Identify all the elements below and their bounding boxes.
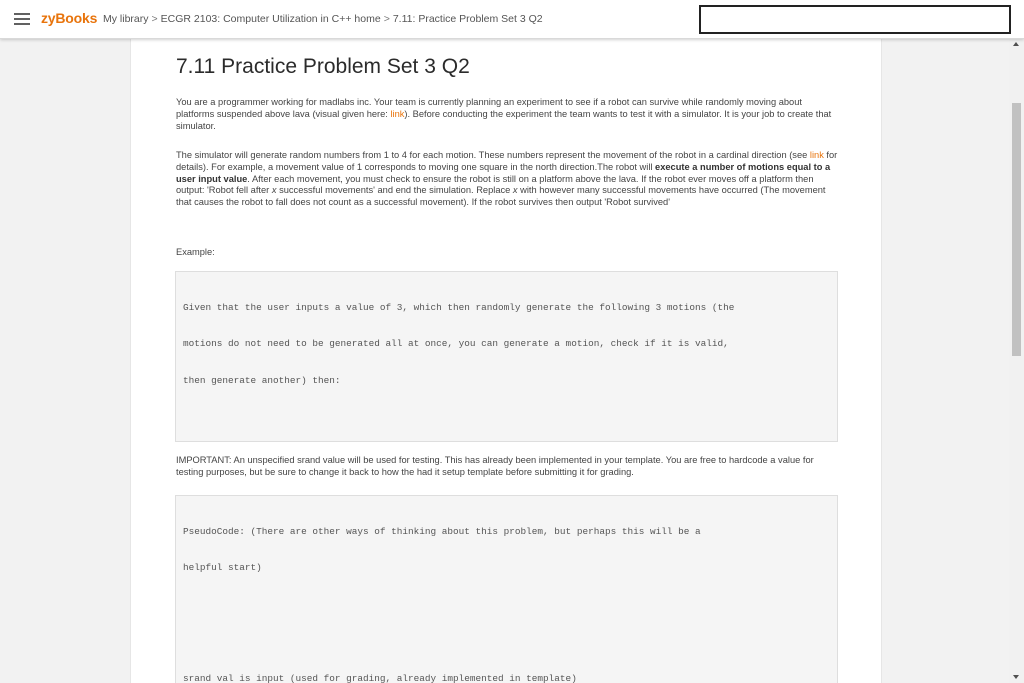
- vertical-scrollbar[interactable]: [1009, 39, 1024, 683]
- sim-text-4: successful movements' and end the simulation. Replace: [276, 185, 513, 196]
- details-link[interactable]: link: [809, 150, 824, 160]
- code-line: then generate another) then:: [183, 375, 341, 387]
- example-code-block: [175, 271, 838, 442]
- sim-text-3: . After each movement, you must check to ensure the robot is still on a platform above the lava. If the robot ever moves off a platform then output: 'Robot fell after: [176, 173, 814, 196]
- sim-text-2: for details). For example, a movement value of 1 corresponds to moving one square in the north direction.The robot will: [176, 150, 838, 172]
- intro-paragraph: [176, 97, 838, 132]
- page-title: 7.11 Practice Problem Set 3 Q2: [176, 55, 470, 78]
- visual-link[interactable]: link: [390, 108, 405, 119]
- sim-text-1: The simulator will generate random numbers from 1 to 4 for each motion. These numbers represent the movement of the robot in a cardinal direction (see: [176, 150, 810, 160]
- breadcrumb-separator: >: [383, 13, 390, 25]
- scrollbar-thumb[interactable]: [1012, 103, 1021, 356]
- scroll-down-arrow-icon[interactable]: [1013, 675, 1019, 679]
- simulator-paragraph: [176, 150, 838, 209]
- breadcrumb-course[interactable]: ECGR 2103: Computer Utilization in C++ home: [160, 13, 381, 25]
- important-paragraph: IMPORTANT: An unspecified srand value will be used for testing. This has already been implemented in your template. You are free to hardcode a value for testing purposes, but be sure to change it back to how the had it setup template before submitting it for grading.: [176, 455, 814, 477]
- code-line: srand val is input (used for grading, already implemented in template): [183, 673, 577, 683]
- code-line: motions do not need to be generated all at once, you can generate a motion, check if it is valid,: [183, 338, 729, 350]
- sim-bold-text: execute a number of motions equal to a user input value: [176, 161, 831, 184]
- zybooks-logo[interactable]: zyBooks: [41, 10, 98, 26]
- intro-text-end: ). Before conducting the experiment the team wants to test it with a simulator. It is your job to create that simulator.: [176, 108, 832, 131]
- breadcrumb-my-library[interactable]: My library: [103, 13, 149, 25]
- code-line: [183, 636, 830, 648]
- sim-x-var: x: [512, 185, 518, 196]
- scroll-up-arrow-icon[interactable]: [1013, 42, 1019, 46]
- code-line: [183, 412, 830, 424]
- breadcrumb-section: 7.11: Practice Problem Set 3 Q2: [392, 13, 543, 25]
- breadcrumb: [103, 13, 543, 25]
- code-line: Given that the user inputs a value of 3, which then randomly generate the following 3 motions (the: [183, 301, 735, 313]
- intro-text: You are a programmer working for madlabs inc. Your team is currently planning an experiment to see if a robot can survive while randomly moving about platforms suspended above lava (visual given here:: [176, 97, 802, 119]
- search-box[interactable]: [699, 5, 1011, 34]
- sim-text-5: with however many successful movements have occurred (The movement that causes the robot to fall does not count as a successful movement). If the robot survives then output 'Robot survived': [176, 185, 826, 208]
- code-line: helpful start): [183, 562, 262, 574]
- hamburger-menu-icon[interactable]: [14, 13, 30, 25]
- sim-x-var: x: [271, 185, 277, 196]
- code-line: PseudoCode: (There are other ways of thinking about this problem, but perhaps this will be a: [183, 525, 701, 537]
- pseudocode-block: [175, 495, 838, 683]
- code-line: [183, 599, 830, 611]
- top-bar: [0, 0, 1024, 39]
- main-content: [130, 39, 882, 683]
- breadcrumb-separator: >: [151, 13, 158, 25]
- example-label: Example:: [176, 247, 215, 257]
